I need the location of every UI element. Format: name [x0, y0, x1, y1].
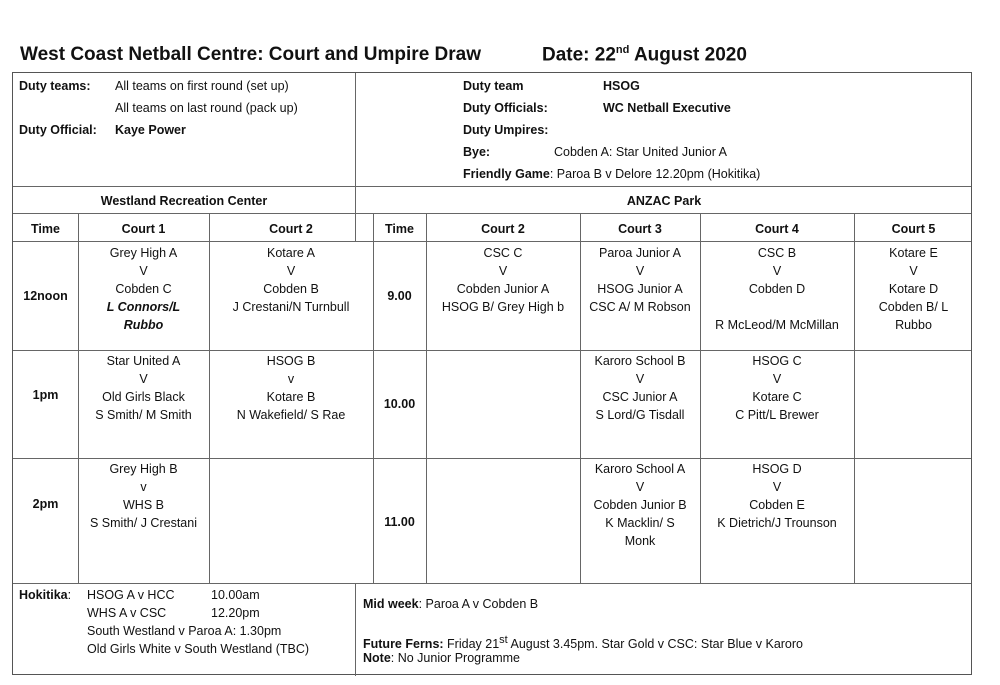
hokitika-game-4: Old Girls White v South Westland (TBC) — [87, 642, 310, 656]
match-line: Kotare E — [889, 246, 938, 260]
venue-westland: Westland Recreation Center — [100, 194, 268, 208]
col-time-1: Time — [31, 222, 60, 236]
venue-anzac: ANZAC Park — [626, 194, 702, 208]
match-line: Paroa Junior A — [599, 246, 681, 260]
ferns-post: August 3.45pm. Star Gold v CSC: Star Blue v Karoro — [507, 637, 803, 652]
match-line: Grey High B — [109, 462, 178, 476]
match-line: CSC Junior A — [602, 390, 678, 404]
umpire-line: S Smith/ J Crestani — [90, 516, 197, 530]
bye-value: Cobden A: Star United Junior A — [554, 145, 728, 159]
row1-court3-match — [580, 244, 700, 316]
match-line: v — [287, 372, 295, 386]
note-label: Note — [363, 651, 391, 665]
date-suffix: August 2020 — [629, 44, 747, 66]
ferns-pre: Friday 21 — [443, 637, 500, 652]
umpire-line: HSOG B/ Grey High b — [441, 300, 565, 314]
duty-teams-line1: All teams on first round (set up) — [115, 79, 289, 93]
date-prefix: Date: 22 — [542, 44, 616, 66]
match-line: HSOG D — [752, 462, 802, 476]
divider — [13, 186, 971, 187]
umpire-line: K Dietrich/J Trounson — [717, 516, 837, 530]
match-line: Karoro School A — [594, 462, 686, 476]
row2-time: 1pm — [32, 388, 59, 402]
match-line: V — [635, 480, 645, 494]
midweek-value: : Paroa A v Cobden B — [418, 597, 539, 611]
ferns-label: Future Ferns: — [363, 637, 444, 652]
hokitika-heading — [19, 586, 71, 604]
row3-time-anzac: 11.00 — [384, 515, 415, 529]
duty-teams-line2: All teams on last round (pack up) — [115, 101, 298, 115]
page-title — [20, 44, 747, 66]
match-line: HSOG B — [266, 354, 316, 368]
match-line: Cobden B — [263, 282, 319, 296]
col-time-2: Time — [385, 222, 414, 236]
hokitika-colon: : — [67, 588, 72, 602]
row3-court4-match — [700, 460, 854, 532]
match-line: CSC C — [483, 246, 523, 260]
col-court-2-anzac: Court 2 — [481, 222, 525, 236]
umpire-line: L Connors/L — [106, 300, 181, 314]
match-line: Karoro School B — [594, 354, 686, 368]
draw-date — [542, 44, 747, 66]
hokitika-game-2-time: 12.20pm — [211, 606, 260, 620]
match-line: V — [635, 372, 645, 386]
row1-court1-match — [78, 244, 209, 334]
duty-official-value: Kaye Power — [115, 123, 186, 137]
umpire-line: K Macklin/ S — [605, 516, 675, 530]
match-line: V — [286, 264, 296, 278]
title-text: West Coast Netball Centre: Court and Umpire Draw — [20, 44, 482, 65]
col-court-3: Court 3 — [618, 222, 662, 236]
umpire-line: Rubbo — [895, 318, 932, 332]
row3-court3-match — [580, 460, 700, 550]
match-line: V — [139, 264, 148, 278]
match-line: Kotare A — [267, 246, 315, 260]
divider — [13, 241, 971, 242]
match-line: Cobden Junior A — [456, 282, 550, 296]
umpire-line: Rubbo — [123, 318, 164, 332]
umpire-line: S Lord/G Tisdall — [595, 408, 685, 422]
match-line: Cobden E — [749, 498, 805, 512]
row1-time-anzac: 9.00 — [387, 289, 412, 303]
duty-official-label: Duty Official: — [19, 123, 97, 137]
match-line: V — [772, 372, 782, 386]
umpire-line: C Pitt/L Brewer — [735, 408, 819, 422]
col-court-4: Court 4 — [755, 222, 799, 236]
row2-court2-westland-match — [209, 352, 373, 424]
col-court-5: Court 5 — [891, 222, 936, 236]
divider — [13, 583, 971, 584]
friendly-game — [463, 165, 760, 183]
ferns-sup: st — [499, 634, 508, 646]
match-line: Old Girls Black — [102, 390, 185, 404]
note-line — [363, 649, 520, 667]
match-line: HSOG Junior A — [597, 282, 683, 296]
hokitika-game-3: South Westland v Paroa A: 1.30pm — [87, 624, 282, 638]
match-line: V — [139, 372, 148, 386]
match-line: v — [140, 480, 147, 494]
umpire-line: Cobden B/ L — [878, 300, 949, 314]
umpire-line: S Smith/ M Smith — [95, 408, 192, 422]
row1-court4-match — [700, 244, 854, 334]
row1-court5-match — [854, 244, 973, 334]
duty-team-value: HSOG — [603, 79, 640, 93]
duty-officials-label: Duty Officials: — [463, 101, 548, 115]
duty-team-label: Duty team — [463, 79, 524, 93]
match-line: Kotare B — [266, 390, 316, 404]
umpire-line: Monk — [624, 534, 656, 548]
umpire-line: J Crestani/N Turnbull — [232, 300, 350, 314]
match-line: V — [772, 480, 782, 494]
match-line: V — [772, 264, 782, 278]
row1-court2-anzac-match — [426, 244, 580, 316]
row2-court4-match — [700, 352, 854, 424]
umpire-line: CSC A/ M Robson — [589, 300, 691, 314]
match-line: Cobden C — [115, 282, 172, 296]
duty-umpires-label: Duty Umpires: — [463, 123, 549, 137]
duty-officials-value: WC Netball Executive — [603, 101, 731, 115]
match-line: Kotare C — [752, 390, 802, 404]
row1-court2-westland-match — [209, 244, 373, 316]
col-court-2-westland: Court 2 — [269, 222, 313, 236]
divider — [13, 213, 971, 214]
match-line: WHS B — [123, 498, 164, 512]
row3-time: 2pm — [32, 497, 59, 511]
match-line: V — [909, 264, 918, 278]
row2-court3-match — [580, 352, 700, 424]
draw-table — [12, 72, 972, 675]
umpire-line: N Wakefield/ S Rae — [236, 408, 346, 422]
match-line: Grey High A — [109, 246, 178, 260]
bye-label: Bye: — [463, 145, 491, 159]
friendly-value: : Paroa B v Delore 12.20pm (Hokitika) — [549, 167, 761, 181]
match-line: V — [498, 264, 508, 278]
midweek-label: Mid week — [363, 597, 419, 611]
hokitika-game-1: HSOG A v HCC — [87, 588, 175, 602]
divider — [355, 583, 356, 676]
divider — [13, 350, 971, 351]
match-line: Cobden D — [748, 282, 806, 296]
duty-teams-label: Duty teams: — [19, 79, 91, 93]
row2-court1-match — [78, 352, 209, 424]
match-line: Star United A — [106, 354, 181, 368]
match-line: V — [635, 264, 645, 278]
divider — [355, 73, 356, 241]
divider — [13, 458, 971, 459]
match-line: HSOG C — [752, 354, 802, 368]
row2-time-anzac: 10.00 — [383, 397, 416, 411]
match-line: Kotare D — [888, 282, 939, 296]
friendly-label: Friendly Game — [463, 167, 550, 181]
umpire-line: R McLeod/M McMillan — [715, 318, 839, 332]
midweek-line — [363, 595, 538, 613]
date-sup: nd — [615, 44, 630, 56]
hokitika-label: Hokitika — [19, 588, 68, 602]
note-value: : No Junior Programme — [390, 651, 520, 665]
hokitika-game-1-time: 10.00am — [211, 588, 260, 602]
row1-time: 12noon — [23, 289, 68, 303]
row3-court1-match — [78, 460, 209, 532]
match-line: Cobden Junior B — [593, 498, 687, 512]
match-line: CSC B — [757, 246, 797, 260]
hokitika-game-2: WHS A v CSC — [87, 606, 167, 620]
col-court-1: Court 1 — [121, 222, 166, 236]
